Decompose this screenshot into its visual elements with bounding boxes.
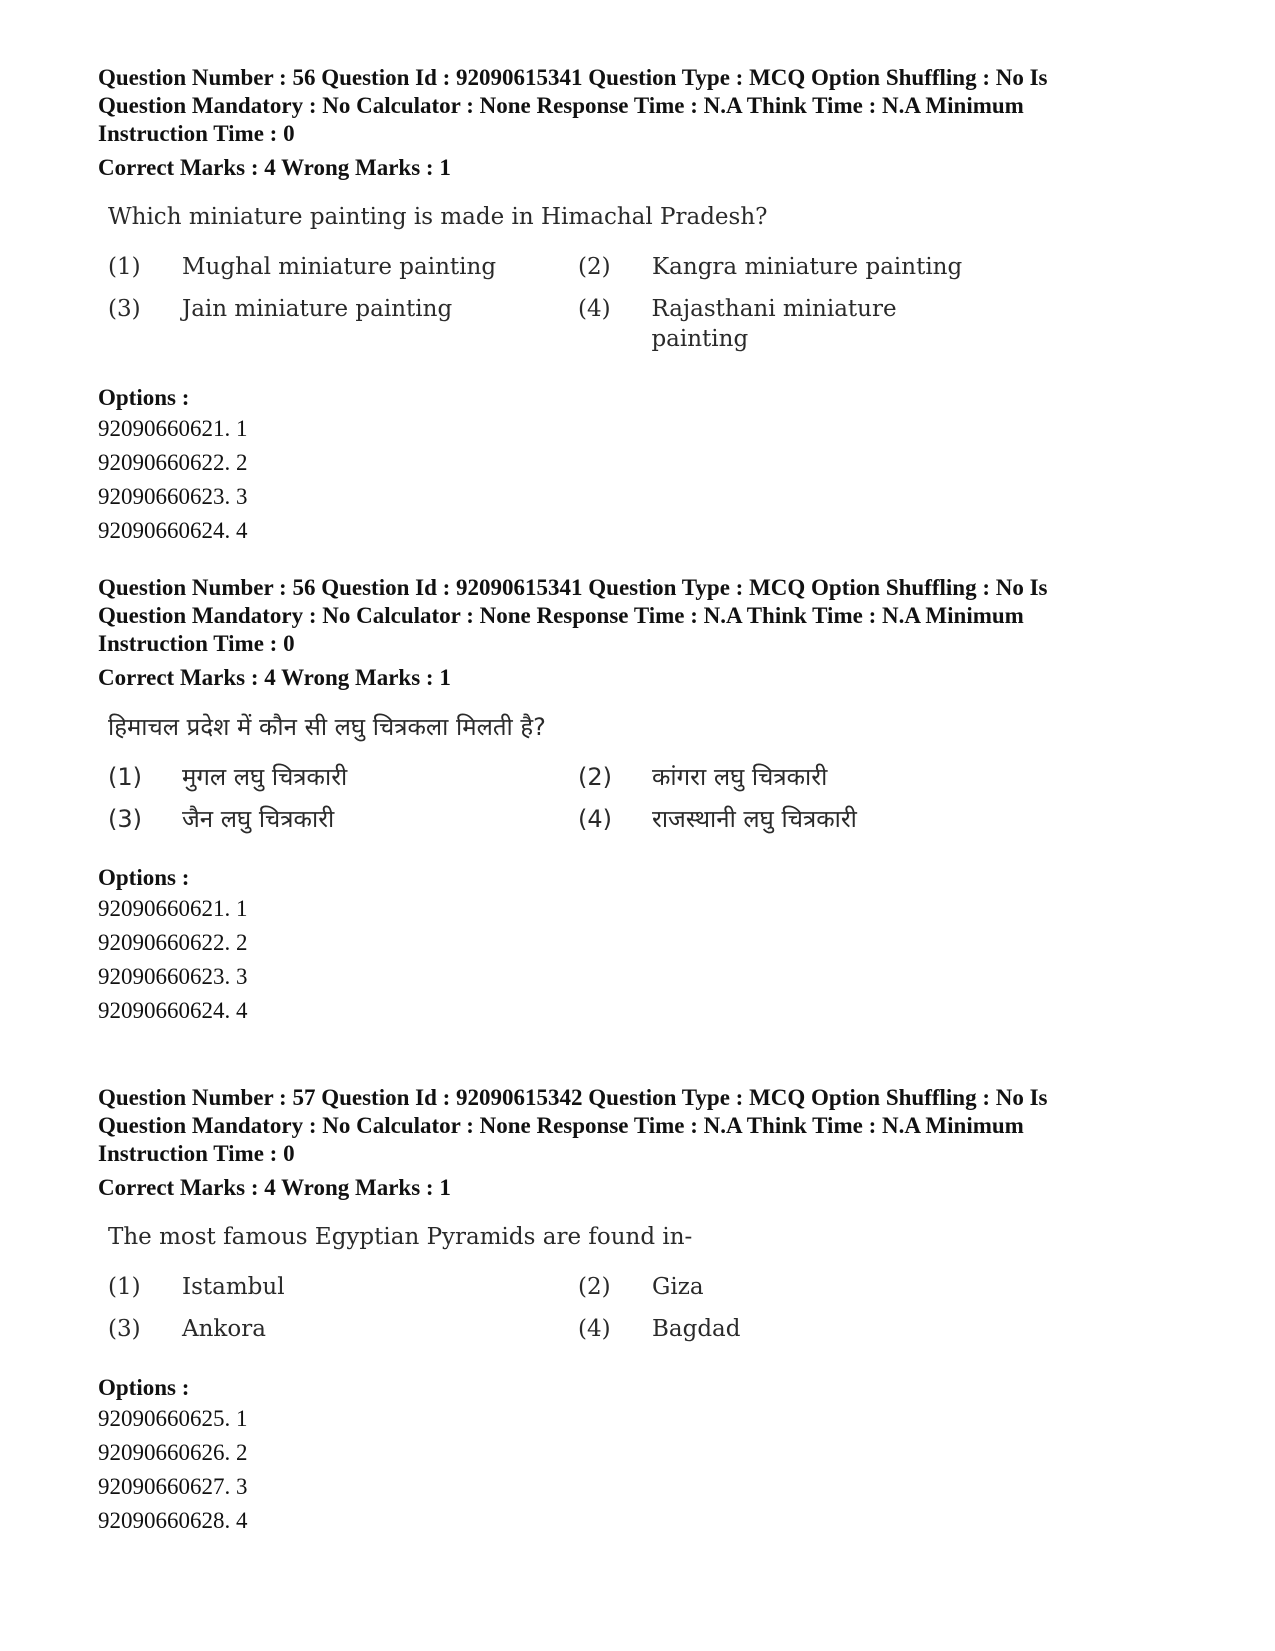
question-meta-line-2: Question Mandatory : No Calculator : None Response Time : N.A Think Time : N.A Minimum: [98, 603, 1024, 628]
choice-number: (3): [108, 296, 141, 322]
question-block-2: [98, 574, 1178, 1028]
option-id-3: 92090660627. 3: [98, 1474, 248, 1499]
question-meta-line-2: Question Mandatory : No Calculator : None Response Time : N.A Think Time : N.A Minimum: [98, 93, 1024, 118]
choice-number: (2): [578, 1274, 611, 1300]
option-id-4: 92090660628. 4: [98, 1508, 248, 1533]
question-meta-line-2: Question Mandatory : No Calculator : None Response Time : N.A Think Time : N.A Minimum: [98, 1113, 1024, 1138]
question-block-1: [98, 64, 1178, 548]
choices-grid: [108, 762, 1178, 834]
question-meta-line-1: Question Number : 56 Question Id : 92090615341 Question Type : MCQ Option Shuffling : No Is: [98, 575, 1048, 600]
question-content: [108, 712, 1178, 834]
option-id-2: 92090660622. 2: [98, 450, 248, 475]
choices-grid: [108, 252, 1178, 354]
question-content: [108, 202, 1178, 354]
choice-text: Jain miniature painting: [182, 296, 453, 322]
choice-text: Bagdad: [652, 1316, 741, 1342]
choice-text: जैन लघु चित्रकारी: [182, 805, 335, 833]
choice-3: [108, 804, 578, 834]
question-text: हिमाचल प्रदेश में कौन सी लघु चित्रकला मिलती है?: [108, 713, 546, 741]
choice-4: [578, 804, 998, 834]
choice-number: (2): [578, 254, 611, 280]
choice-4: [578, 1314, 998, 1344]
question-block-3: [98, 1084, 1178, 1538]
choice-text: Rajasthani miniature painting: [651, 296, 897, 352]
choice-text: Giza: [652, 1274, 704, 1300]
option-id-4: 92090660624. 4: [98, 518, 248, 543]
choice-1: [108, 1272, 578, 1302]
question-meta-line-1: Question Number : 57 Question Id : 92090615342 Question Type : MCQ Option Shuffling : No Is: [98, 1085, 1048, 1110]
choice-2: [578, 252, 998, 282]
option-id-3: 92090660623. 3: [98, 484, 248, 509]
option-id-1: 92090660621. 1: [98, 896, 248, 921]
option-id-4: 92090660624. 4: [98, 998, 248, 1023]
marks-line: Correct Marks : 4 Wrong Marks : 1: [98, 1175, 451, 1200]
choice-number: (3): [108, 1316, 141, 1342]
question-text: Which miniature painting is made in Himachal Pradesh?: [108, 204, 768, 230]
choice-text: राजस्थानी लघु चित्रकारी: [652, 805, 857, 833]
choice-number: (1): [108, 254, 141, 280]
choice-text: Mughal miniature painting: [182, 254, 497, 280]
choice-3: [108, 294, 578, 354]
marks-line: Correct Marks : 4 Wrong Marks : 1: [98, 665, 451, 690]
choice-number: (4): [578, 805, 612, 833]
choice-4: [578, 294, 998, 354]
option-id-1: 92090660625. 1: [98, 1406, 248, 1431]
options-heading: Options :: [98, 1375, 190, 1400]
choice-number: (1): [108, 1274, 141, 1300]
choice-number: (2): [578, 763, 612, 791]
choice-text: Kangra miniature painting: [652, 254, 963, 280]
question-meta-line-3: Instruction Time : 0: [98, 121, 295, 146]
choice-1: [108, 762, 578, 792]
choice-2: [578, 762, 998, 792]
choice-text: कांगरा लघु चित्रकारी: [652, 763, 828, 791]
choice-text: Ankora: [182, 1316, 266, 1342]
choice-3: [108, 1314, 578, 1344]
option-id-2: 92090660626. 2: [98, 1440, 248, 1465]
choice-1: [108, 252, 578, 282]
question-meta-line-3: Instruction Time : 0: [98, 1141, 295, 1166]
marks-line: Correct Marks : 4 Wrong Marks : 1: [98, 155, 451, 180]
choice-text: Istambul: [182, 1274, 285, 1300]
choice-number: (4): [578, 296, 611, 322]
choice-2: [578, 1272, 998, 1302]
question-text: The most famous Egyptian Pyramids are found in-: [108, 1224, 693, 1250]
choice-number: (1): [108, 763, 142, 791]
choice-text: मुगल लघु चित्रकारी: [182, 763, 348, 791]
question-meta-line-3: Instruction Time : 0: [98, 631, 295, 656]
option-id-1: 92090660621. 1: [98, 416, 248, 441]
option-id-3: 92090660623. 3: [98, 964, 248, 989]
options-heading: Options :: [98, 865, 190, 890]
options-heading: Options :: [98, 385, 190, 410]
choice-number: (4): [578, 1316, 611, 1342]
option-id-2: 92090660622. 2: [98, 930, 248, 955]
choice-number: (3): [108, 805, 142, 833]
question-meta-line-1: Question Number : 56 Question Id : 92090615341 Question Type : MCQ Option Shuffling : No Is: [98, 65, 1048, 90]
question-content: [108, 1222, 1178, 1344]
choices-grid: [108, 1272, 1178, 1344]
